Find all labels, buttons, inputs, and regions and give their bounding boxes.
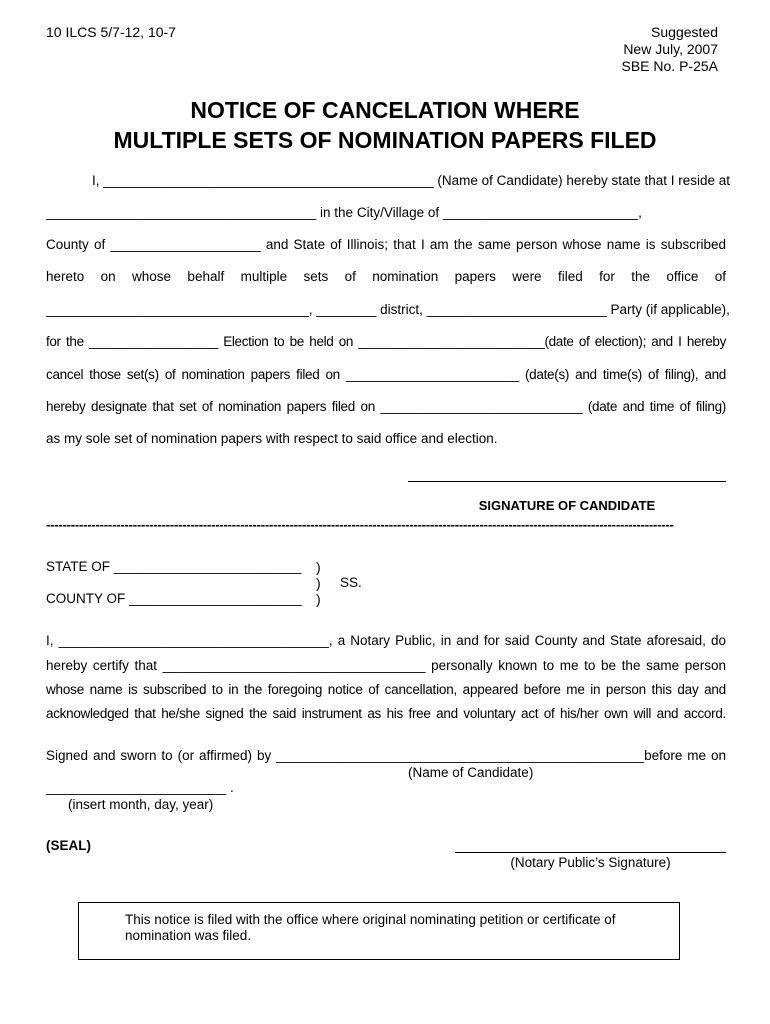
section-separator: -------------------------------------------------------------------------------------------------------------------------------------------------------- (46, 517, 674, 532)
sworn-name-label: (Name of Candidate) (408, 765, 534, 780)
venue-paren-2: ) (316, 575, 321, 591)
body-line-8: hereby designate that set of nomination papers filed on ____________________________ (date and time of filing) (46, 399, 726, 414)
ss-label: SS. (340, 575, 362, 590)
body-line-2: ____________________________________ in the City/Village of __________________________, (46, 205, 642, 220)
body-line-1: I, ____________________________________________ (Name of Candidate) hereby state that I reside at (92, 173, 731, 188)
statute-reference: 10 ILCS 5/7-12, 10-7 (46, 24, 176, 40)
filing-notice-box (78, 902, 680, 960)
candidate-signature-line[interactable] (408, 480, 726, 482)
notary-signature-line[interactable] (455, 851, 726, 853)
seal-label: (SEAL) (46, 838, 91, 853)
notary-line-3: whose name is subscribed to in the foregoing notice of cancellation, appeared before me in person this day and (46, 682, 726, 697)
body-line-9: as my sole set of nomination papers with respect to said office and election. (46, 431, 498, 446)
form-identifier (622, 24, 719, 75)
form-identifier-line-3: SBE No. P-25A (621, 58, 718, 74)
filing-notice-text: This notice is filed with the office where original nominating petition or certificate of nomination was filed. (125, 912, 616, 943)
notary-line-1: I, ____________________________________, a Notary Public, in and for said County and State aforesaid, do (46, 633, 726, 648)
state-field: STATE OF _________________________ (46, 559, 302, 574)
venue-paren-1: ) (316, 559, 321, 575)
body-line-7: cancel those set(s) of nomination papers filed on ________________________ (date(s) and time(s) of filing), and (46, 367, 726, 382)
notary-line-2: hereby certify that ___________________________________ personally known to me to be the same person (46, 658, 726, 673)
body-line-5: ___________________________________, ________ district, ________________________ Party (if applicable), (46, 302, 730, 317)
form-identifier-line-2: New July, 2007 (623, 41, 718, 57)
body-line-3: County of ____________________ and State of Illinois; that I am the same person whose name is subscribed (46, 237, 726, 252)
title-line-1: NOTICE OF CANCELATION WHERE (190, 97, 580, 123)
venue-paren-3: ) (316, 591, 321, 607)
sworn-line: Signed and sworn to (or affirmed) by _________________________________________________before me on (46, 748, 726, 763)
county-field: COUNTY OF _______________________ (46, 591, 302, 606)
sworn-date-blank: ________________________ . (46, 780, 234, 795)
sworn-date-label: (insert month, day, year) (68, 797, 214, 812)
notary-line-4: acknowledged that he/she signed the said instrument as his free and voluntary act of his/her own will and accord. (46, 706, 726, 721)
body-line-6: for the __________________ Election to be held on __________________________(date of election); and I hereby (46, 334, 726, 349)
document-title (0, 95, 770, 155)
body-line-4: hereto on whose behalf multiple sets of nomination papers were filed for the office of (46, 269, 726, 284)
notary-signature-label: (Notary Public’s Signature) (510, 855, 671, 870)
form-identifier-line-1: Suggested (651, 24, 718, 40)
candidate-signature-label: SIGNATURE OF CANDIDATE (478, 498, 656, 513)
title-line-2: MULTIPLE SETS OF NOMINATION PAPERS FILED (113, 127, 657, 153)
